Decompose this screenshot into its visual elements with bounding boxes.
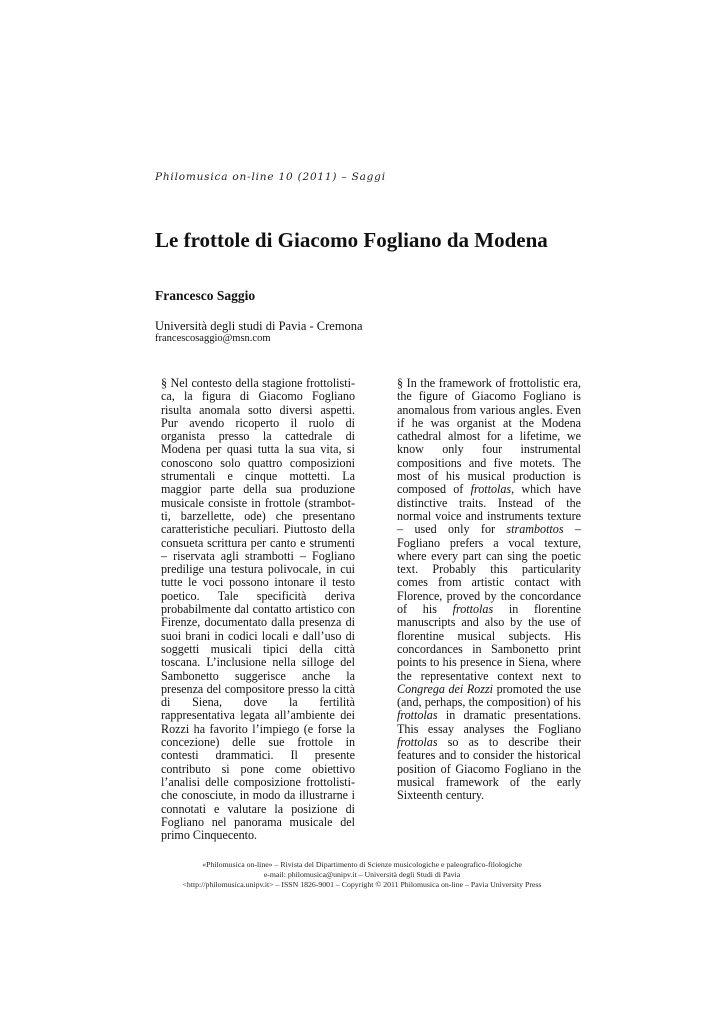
author-name: Francesco Saggio xyxy=(155,288,256,303)
page-footer xyxy=(150,860,574,890)
footer-email-line: e-mail: philomusica@unipv.it – Università degli Studi di Pavia xyxy=(263,870,461,879)
abstract-italian-text: § Nel contesto della stagione frottolistica, la figura di Giacomo Fogliano risulta anomala sotto diversi aspetti. Pur avendo ricoperto il ruolo di organista presso la cattedrale di Modena per quasi tutta la sua vita, si conoscono solo quattro composizioni strumentali e cinque mottetti. La maggior parte della sua produzione musicale consiste in frottole (strambotti, barzellette, ode) che presentano caratteristiche peculiari. Piuttosto della consueta scrittura per canto e strumenti – riservata agli strambotti – Fogliano predilige una testura polivocale, in cui tutte le voci possono intonare il testo poetico. Tale specificità deriva probabilmente dal contatto artistico con Firenze, documentato dalla presenza di suoi brani in codici locali e dall’uso di soggetti musicali tipici della città toscana. L’inclusione nella silloge del Sambonetto suggerisce anche la presenza del compositore presso la città di Siena, dove la fertilità rappresentativa legata all’ambiente dei Rozzi ha favorito l’impiego (e forse la concezione) delle sue frottole in contesti drammatici. Il presente contributo si pone come obiettivo l’analisi delle composizione frottolistiche conosciute, in modo da illustrarne i connotati e valutare la posizione di Fogliano nel panorama musicale del primo Cinquecento. xyxy=(161,376,355,843)
footer-journal-line: «Philomusica on-line» – Rivista del Dipartimento di Scienze musicologiche e paleografico-filologiche xyxy=(202,860,522,869)
abstract-english xyxy=(397,377,581,803)
article-title: Le frottole di Giacomo Fogliano da Modena xyxy=(155,228,548,252)
abstract-english-text: § In the framework of frottolistic era, the figure of Giacomo Fogliano is anomalous from various angles. Even if he was organist at the Modena cathedral almost for a lifetime, we know only four instrumental compositions and five motets. The most of his musical production is composed of frottolas, which have distinctive traits. Instead of the normal voice and instruments texture – used only for strambottos – Fogliano prefers a vocal texture, where every part can sing the poetic text. Probably this particularity comes from artistic contact with Florence, proved by the concordance of his frottolas in florentine manuscripts and also by the use of florentine musical subjects. His concordances in Sambonetto print points to his presence in Siena, where the representative context next to Congrega dei Rozzi promoted the use (and, perhaps, the composition) of his frottolas in dramatic presentations. This essay analyses the Fogliano frottolas so as to describe their features and to consider the historical position of Giacomo Fogliano in the musical framework of the early Sixteenth century. xyxy=(397,376,581,803)
abstract-italian xyxy=(161,377,355,842)
author-affiliation: Università degli studi di Pavia - Cremona xyxy=(155,319,363,333)
footer-copyright-line: <http://philomusica.unipv.it> – ISSN 1826-9001 – Copyright © 2011 Philomusica on-line – Pavia University Press xyxy=(182,880,542,889)
journal-header: Philomusica on-line 10 (2011) – Saggi xyxy=(155,171,386,183)
author-email[interactable]: francescosaggio@msn.com xyxy=(155,333,271,344)
